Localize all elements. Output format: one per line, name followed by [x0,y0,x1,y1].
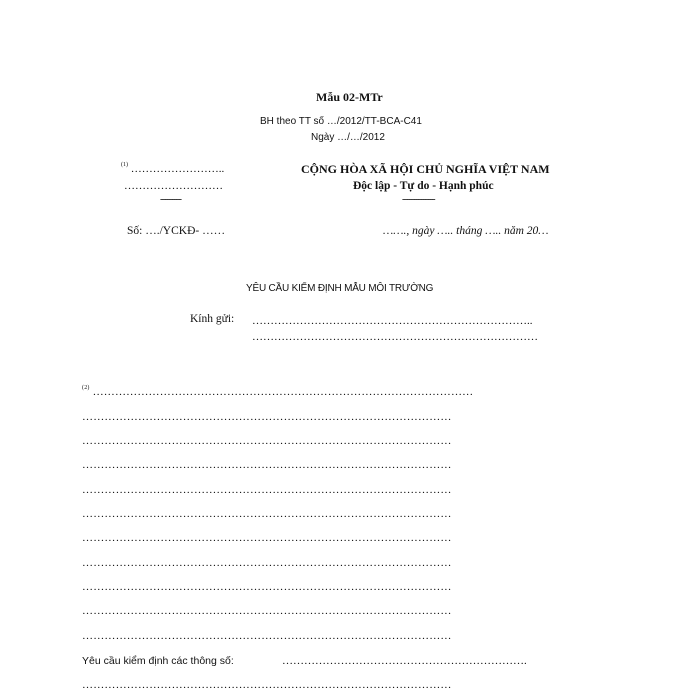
parameters-dots: …………………………………………………………. [282,655,527,667]
body-line: ……………………………………………………………………………………… [82,508,452,520]
body-line: ……………………………………………………………………………………… [82,605,452,617]
motto-underline: -------------- [402,194,435,205]
body-line: ……………………………………………………………………………………… [82,459,452,471]
body-line: ……………………………………………………………………………………… [82,484,452,496]
body-line: ……………………………………………………………………………………… [82,435,452,447]
document-title: YÊU CẦU KIỂM ĐỊNH MẪU MÔI TRƯỜNG [246,283,434,294]
place-date-line: ……., ngày ….. tháng ….. năm 20… [383,225,549,237]
nation-motto: Độc lập - Tự do - Hạnh phúc [353,180,494,192]
parameters-label: Yêu cầu kiểm định các thông số: [82,655,234,667]
issuer-line-1 [121,163,224,175]
issued-date: Ngày …/…/2012 [311,132,385,143]
recipient-line-1: ………………………………………………………………….. [252,315,533,327]
issuer-dots-1: …………………….. [130,163,225,175]
body-line: ……………………………………………………………………………………… [82,581,452,593]
nation-title: CỘNG HÒA XÃ HỘI CHỦ NGHĨA VIỆT NAM [301,162,550,176]
document-number: Số: …./YCKĐ- …… [127,225,226,237]
recipient-line-2: …………………………………………………………………… [252,331,538,343]
regulation-reference: BH theo TT số …/2012/TT-BCA-C41 [260,116,422,127]
body-line: ……………………………………………………………………………………… [82,630,452,642]
footnote-mark-1: (1) [121,162,128,168]
body-line-last: ……………………………………………………………………………………… [82,679,452,691]
body-dots-first: ………………………………………………………………………………………… [92,386,474,398]
footnote-mark-2: (2) [82,385,90,391]
body-line-first [82,386,473,398]
issuer-underline: --------- [160,194,181,205]
body-line: ……………………………………………………………………………………… [82,532,452,544]
issuer-line-2: ……………………… [124,180,223,192]
recipient-label: Kính gửi: [190,313,235,325]
form-code: Mẫu 02-MTr [316,90,383,104]
body-line: ……………………………………………………………………………………… [82,411,452,423]
body-line: ……………………………………………………………………………………… [82,557,452,569]
